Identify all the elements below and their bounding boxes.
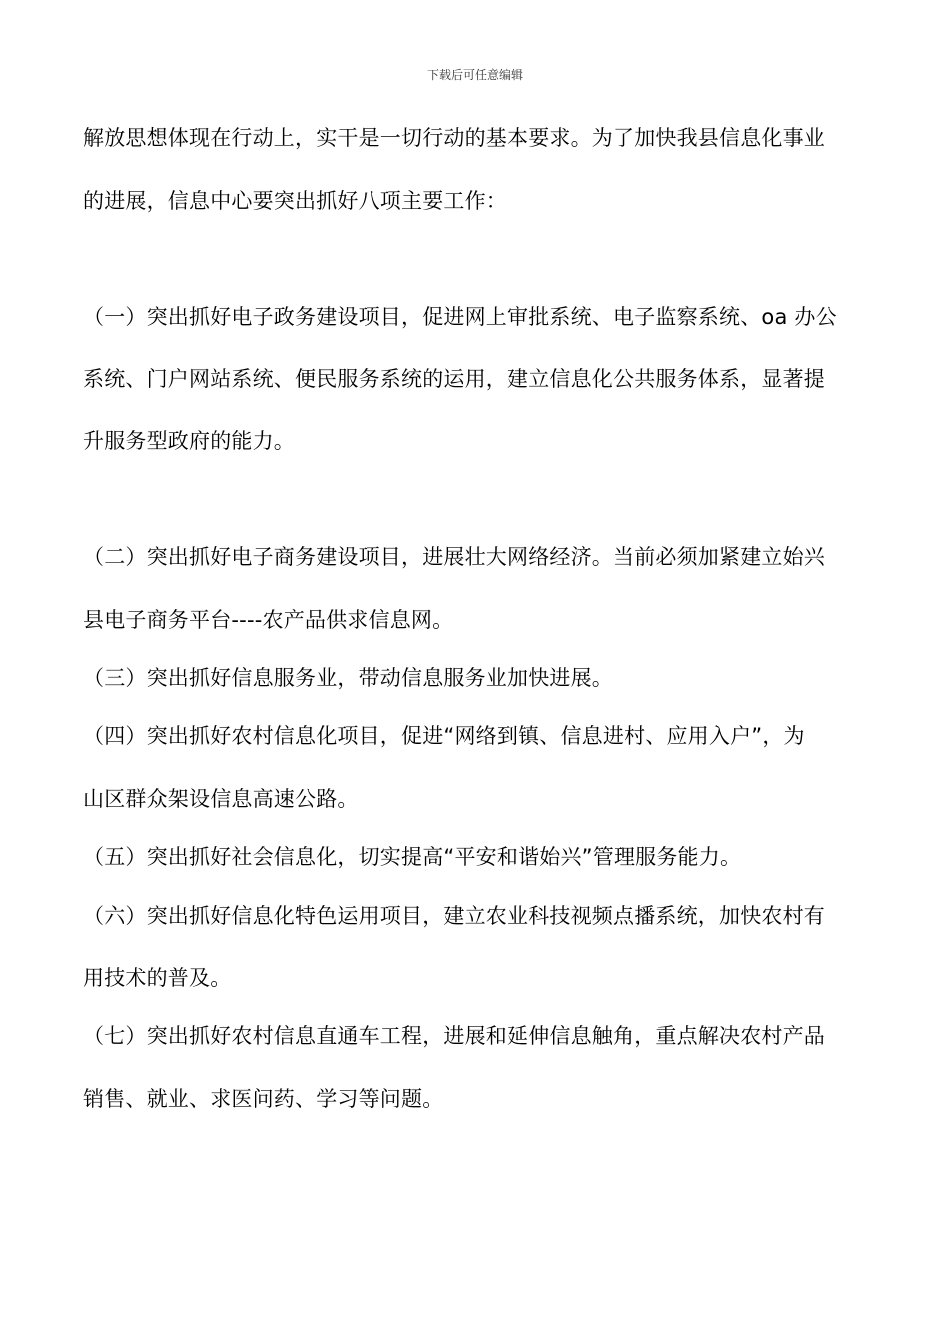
paragraph-line: （一）突出抓好电子政务建设项目，促进网上审批系统、电子监察系统、oa 办公 — [83, 305, 837, 329]
paragraph-line: 用技术的普及。 — [83, 966, 232, 990]
paragraph-line: （四）突出抓好农村信息化项目，促进“网络到镇、信息进村、应用入户”，为 — [83, 724, 805, 748]
paragraph-line: 的进展，信息中心要突出抓好八项主要工作： — [83, 189, 507, 213]
paragraph-line: 升服务型政府的能力。 — [83, 429, 295, 453]
paragraph-line: （六）突出抓好信息化特色运用项目，建立农业科技视频点播系统，加快农村有 — [83, 904, 825, 928]
paragraph-line: 解放思想体现在行动上，实干是一切行动的基本要求。为了加快我县信息化事业 — [83, 126, 825, 150]
paragraph-line: 销售、就业、求医问药、学习等问题。 — [83, 1087, 444, 1111]
paragraph-line: （三）突出抓好信息服务业，带动信息服务业加快进展。 — [83, 666, 613, 690]
paragraph-line: 县电子商务平台----农产品供求信息网。 — [83, 608, 454, 632]
paragraph-line: （二）突出抓好电子商务建设项目，进展壮大网络经济。当前必须加紧建立始兴 — [83, 545, 825, 569]
header-note: 下载后可任意编辑 — [426, 68, 523, 82]
paragraph-line: 系统、门户网站系统、便民服务系统的运用，建立信息化公共服务体系，显著提 — [83, 367, 825, 391]
paragraph-line: （五）突出抓好社会信息化，切实提高“平安和谐始兴”管理服务能力。 — [83, 845, 742, 869]
paragraph-line: 山区群众架设信息高速公路。 — [83, 787, 359, 811]
paragraph-line: （七）突出抓好农村信息直通车工程，进展和延伸信息触角，重点解决农村产品 — [83, 1024, 825, 1048]
